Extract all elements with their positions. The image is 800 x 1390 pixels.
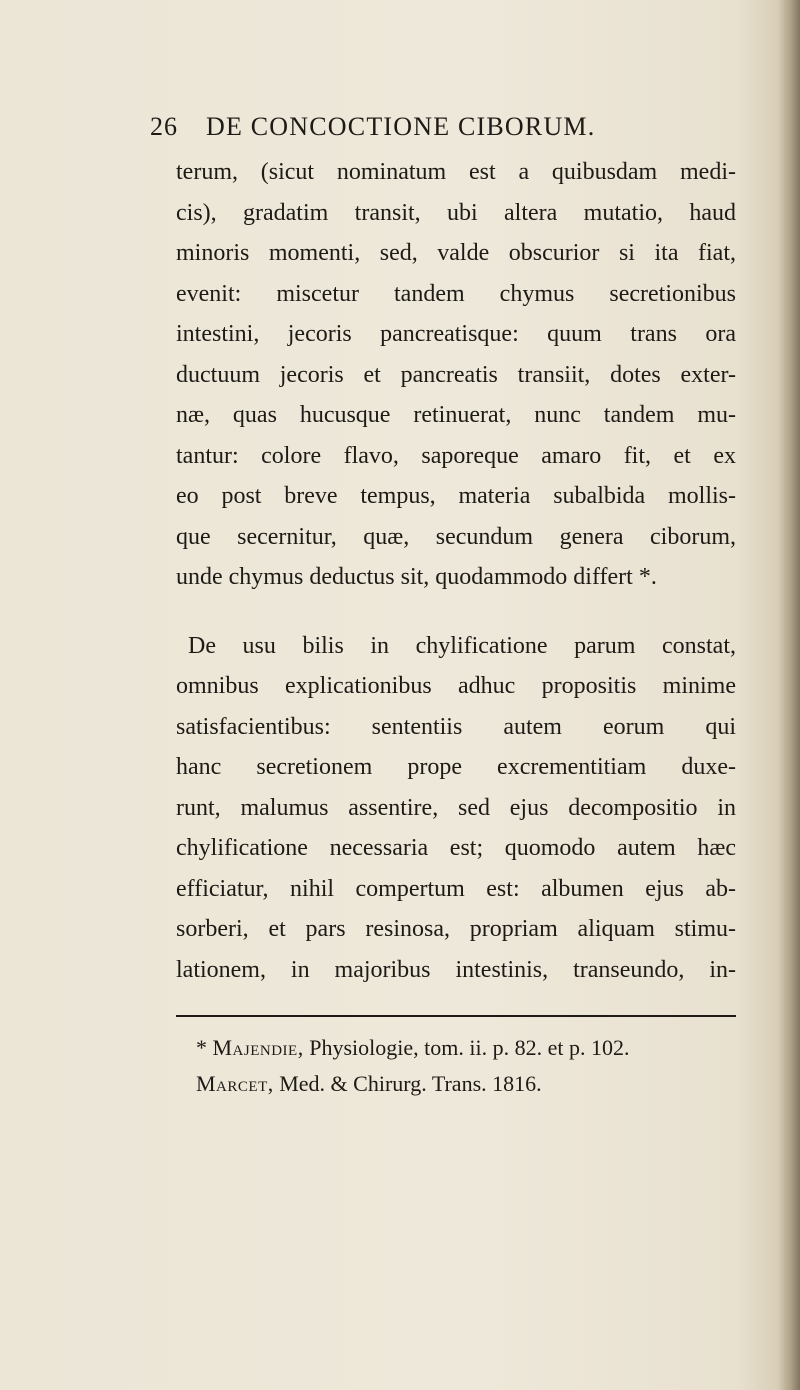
text-line: evenit: miscetur tandem chymus secretionibus <box>176 280 736 307</box>
text-line: efficiatur, nihil compertum est: albumen ejus ab- <box>176 875 736 902</box>
footnote-line <box>196 1066 736 1102</box>
text-line: tantur: colore flavo, saporeque amaro fit, et ex <box>176 442 736 469</box>
main-text <box>176 152 736 990</box>
footnote <box>196 1030 736 1102</box>
text-line: terum, (sicut nominatum est a quibusdam medi- <box>176 159 736 185</box>
text-line: De usu bilis in chylificatione parum constat, <box>188 632 736 659</box>
text-line: que secernitur, quæ, secundum genera ciborum, <box>176 523 736 550</box>
footnote-author: Marcet, <box>196 1071 274 1096</box>
text-line: næ, quas hucusque retinuerat, nunc tandem mu- <box>176 402 736 428</box>
running-head <box>150 112 710 148</box>
footnote-marker: * <box>196 1035 207 1060</box>
text-line: hanc secretionem prope excrementitiam duxe- <box>176 754 736 780</box>
text-line: satisfacientibus: sententiis autem eorum qui <box>176 713 736 740</box>
page-number: 26 <box>150 112 178 141</box>
footnote-reference: Med. & Chirurg. Trans. 1816. <box>279 1071 542 1096</box>
paragraph-1 <box>176 152 736 598</box>
footnote-rule <box>176 1015 736 1017</box>
text-line: cis), gradatim transit, ubi altera mutatio, haud <box>176 199 736 226</box>
footnote-reference: Physiologie, tom. ii. p. 82. et p. 102. <box>309 1035 630 1060</box>
text-line: runt, malumus assentire, sed ejus decompositio in <box>176 794 736 821</box>
text-line: minoris momenti, sed, valde obscurior si ita fiat, <box>176 240 736 266</box>
paragraph-gap <box>176 598 736 626</box>
text-line: chylificatione necessaria est; quomodo autem hæc <box>176 835 736 861</box>
text-line: sorberi, et pars resinosa, propriam aliquam stimu- <box>176 916 736 942</box>
text-line: lationem, in majoribus intestinis, transeundo, in- <box>176 956 736 983</box>
page-edge-shadow <box>778 0 800 1390</box>
text-line: ductuum jecoris et pancreatis transiit, dotes exter- <box>176 361 736 388</box>
text-line: omnibus explicationibus adhuc propositis minime <box>176 673 736 699</box>
paragraph-2 <box>176 626 736 991</box>
text-line: unde chymus deductus sit, quodammodo differt *. <box>176 564 657 590</box>
text-line: intestini, jecoris pancreatisque: quum trans ora <box>176 321 736 347</box>
running-title: DE CONCOCTIONE CIBORUM. <box>206 112 596 141</box>
footnote-author: Majendie, <box>212 1035 304 1060</box>
text-line: eo post breve tempus, materia subalbida mollis- <box>176 483 736 509</box>
footnote-line <box>196 1030 736 1066</box>
